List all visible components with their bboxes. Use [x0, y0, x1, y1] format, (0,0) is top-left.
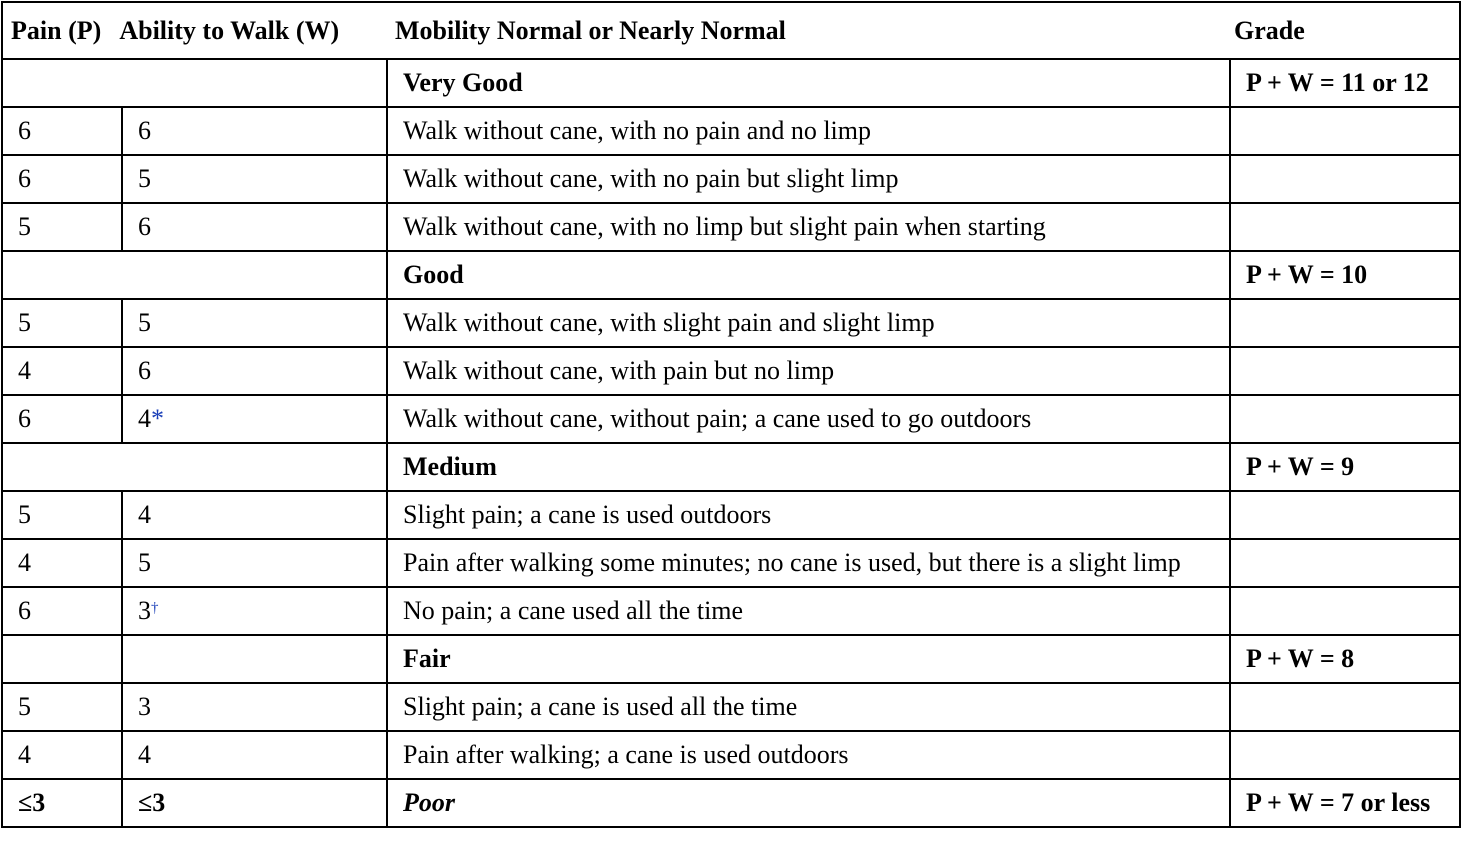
grade-formula: P + W = 10	[1230, 251, 1460, 299]
walk-score: 3	[122, 683, 387, 731]
mobility-description: Slight pain; a cane is used all the time	[387, 683, 1230, 731]
grade-formula: P + W = 9	[1230, 443, 1460, 491]
category-label: Fair	[387, 635, 1230, 683]
walk-score: 6	[122, 347, 387, 395]
category-blank	[2, 59, 387, 107]
mobility-description: Slight pain; a cane is used outdoors	[387, 491, 1230, 539]
header-mobility: Mobility Normal or Nearly Normal	[387, 2, 1230, 59]
pain-score: 6	[2, 587, 122, 635]
grade-blank	[1230, 299, 1460, 347]
walk-score: 6	[122, 203, 387, 251]
walk-score-value: 3	[138, 596, 151, 625]
walk-score: 4	[122, 491, 387, 539]
grade-blank	[1230, 155, 1460, 203]
grade-blank	[1230, 203, 1460, 251]
grade-blank	[1230, 395, 1460, 443]
grade-formula: P + W = 11 or 12	[1230, 59, 1460, 107]
grade-blank	[1230, 587, 1460, 635]
table-row	[2, 107, 1460, 155]
footnote-dagger-link[interactable]: †	[151, 600, 159, 616]
grade-blank	[1230, 731, 1460, 779]
pain-score: 4	[2, 539, 122, 587]
walk-score: 5	[122, 155, 387, 203]
pain-score: ≤3	[2, 779, 122, 827]
footnote-asterisk-link[interactable]: *	[151, 404, 164, 433]
category-label: Medium	[387, 443, 1230, 491]
category-blank	[2, 635, 122, 683]
mobility-description: No pain; a cane used all the time	[387, 587, 1230, 635]
walk-score: 5	[122, 539, 387, 587]
walk-score-value: 4	[138, 404, 151, 433]
table-row	[2, 347, 1460, 395]
mobility-description: Pain after walking; a cane is used outdoors	[387, 731, 1230, 779]
mobility-description: Walk without cane, with pain but no limp	[387, 347, 1230, 395]
table-body	[2, 59, 1460, 827]
mobility-description: Walk without cane, with no limp but slight pain when starting	[387, 203, 1230, 251]
category-row	[2, 635, 1460, 683]
table-row	[2, 539, 1460, 587]
walk-score: 6	[122, 107, 387, 155]
table-row	[2, 155, 1460, 203]
walk-score: ≤3	[122, 779, 387, 827]
category-row	[2, 443, 1460, 491]
mobility-description: Walk without cane, with no pain and no limp	[387, 107, 1230, 155]
table-row	[2, 395, 1460, 443]
grade-blank	[1230, 491, 1460, 539]
walk-score	[122, 587, 387, 635]
category-blank	[2, 251, 387, 299]
poor-row	[2, 779, 1460, 827]
mobility-description: Walk without cane, with no pain but slight limp	[387, 155, 1230, 203]
grade-blank	[1230, 683, 1460, 731]
table-row	[2, 491, 1460, 539]
grade-formula: P + W = 8	[1230, 635, 1460, 683]
mobility-description: Pain after walking some minutes; no cane is used, but there is a slight limp	[387, 539, 1230, 587]
pain-score: 5	[2, 299, 122, 347]
category-blank	[122, 635, 387, 683]
table-row	[2, 731, 1460, 779]
grade-blank	[1230, 107, 1460, 155]
table-row	[2, 587, 1460, 635]
table-row	[2, 203, 1460, 251]
grade-blank	[1230, 347, 1460, 395]
grade-blank	[1230, 539, 1460, 587]
header-pain-walk	[2, 2, 387, 59]
mobility-description: Walk without cane, without pain; a cane used to go outdoors	[387, 395, 1230, 443]
mobility-description: Walk without cane, with slight pain and slight limp	[387, 299, 1230, 347]
header-pain: Pain (P)	[11, 15, 102, 45]
pain-score: 5	[2, 491, 122, 539]
header-row	[2, 2, 1460, 59]
grade-formula: P + W = 7 or less	[1230, 779, 1460, 827]
pain-score: 4	[2, 731, 122, 779]
pain-score: 5	[2, 203, 122, 251]
table-row	[2, 299, 1460, 347]
pain-score: 4	[2, 347, 122, 395]
category-row	[2, 251, 1460, 299]
header-grade: Grade	[1230, 2, 1460, 59]
category-label: Poor	[387, 779, 1230, 827]
category-label: Good	[387, 251, 1230, 299]
table-row	[2, 683, 1460, 731]
walk-score: 5	[122, 299, 387, 347]
pain-score: 5	[2, 683, 122, 731]
pain-score: 6	[2, 107, 122, 155]
category-row	[2, 59, 1460, 107]
walk-score: 4	[122, 731, 387, 779]
category-label: Very Good	[387, 59, 1230, 107]
walk-score	[122, 395, 387, 443]
pain-score: 6	[2, 395, 122, 443]
category-blank	[2, 443, 387, 491]
header-walk: Ability to Walk (W)	[119, 15, 340, 45]
grading-table	[1, 1, 1461, 828]
pain-score: 6	[2, 155, 122, 203]
